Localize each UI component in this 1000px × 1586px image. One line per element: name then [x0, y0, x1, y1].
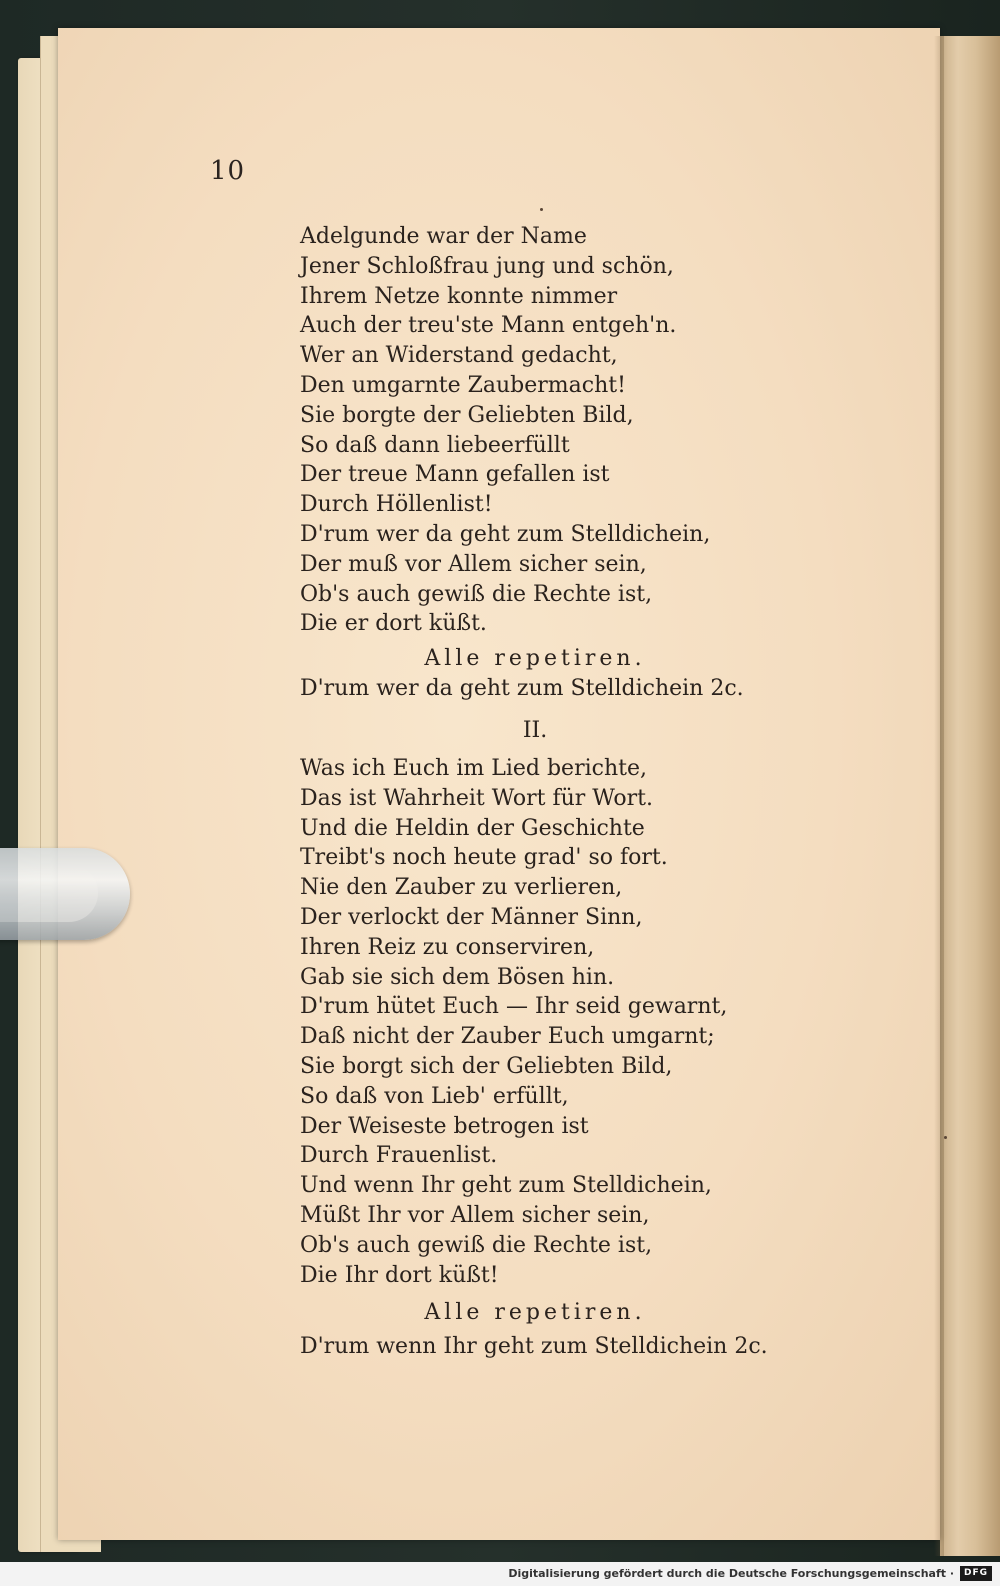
verse-line: Durch Frauenlist.	[300, 1143, 498, 1169]
verse-line: Der verlockt der Männer Sinn,	[300, 904, 643, 930]
verse-line: Die Ihr dort küßt!	[300, 1262, 499, 1288]
refrain-line-1: D'rum wer da geht zum Stelldichein 2c.	[300, 676, 744, 701]
refrain-line-2: D'rum wenn Ihr geht zum Stelldichein 2c.	[300, 1334, 768, 1359]
verse-line: So daß dann liebeerfüllt	[300, 432, 570, 458]
stanza-1	[300, 222, 710, 639]
verse-line: Und die Heldin der Geschichte	[300, 815, 645, 841]
right-page-stack	[940, 36, 1000, 1556]
verse-line: Nie den Zauber zu verlieren,	[300, 875, 623, 901]
ink-speck	[944, 1136, 947, 1139]
verse-line: Adelgunde war der Name	[300, 224, 587, 249]
verse-line: Auch der treu'ste Mann entgeh'n.	[300, 313, 677, 339]
verse-line: Die er dort küßt.	[300, 611, 487, 637]
verse-line: Gab sie sich dem Bösen hin.	[300, 964, 615, 990]
verse-line: Ihren Reiz zu conserviren,	[300, 934, 595, 960]
digitization-credit: Digitalisierung gefördert durch die Deutsche Forschungsgemeinschaft ·	[508, 1567, 954, 1580]
gutter-shadow	[934, 36, 944, 1556]
page-number: 10	[210, 156, 246, 186]
page-clip	[0, 848, 130, 940]
verse-line: D'rum hütet Euch — Ihr seid gewarnt,	[300, 994, 728, 1020]
clip-highlight	[0, 864, 98, 922]
ink-speck	[540, 208, 543, 211]
stage-direction-2: Alle repetiren.	[424, 1300, 646, 1325]
stanza-2	[300, 754, 727, 1290]
verse-line: Der Weiseste betrogen ist	[300, 1113, 589, 1139]
verse-line: Ihrem Netze konnte nimmer	[300, 283, 618, 309]
verse-line: Wer an Widerstand gedacht,	[300, 343, 618, 369]
verse-line: Jener Schloßfrau jung und schön,	[300, 253, 674, 279]
stage-direction-1: Alle repetiren.	[424, 646, 646, 671]
verse-line: Das ist Wahrheit Wort für Wort.	[300, 785, 654, 811]
verse-line: Müßt Ihr vor Allem sicher sein,	[300, 1202, 650, 1228]
verse-line: Der treue Mann gefallen ist	[300, 462, 610, 488]
verse-line: Was ich Euch im Lied berichte,	[300, 756, 647, 781]
verse-line: Treibt's noch heute grad' so fort.	[300, 845, 668, 871]
verse-line: Sie borgte der Geliebten Bild,	[300, 402, 634, 428]
verse-line: Der muß vor Allem sicher sein,	[300, 551, 647, 577]
verse-line: Und wenn Ihr geht zum Stelldichein,	[300, 1173, 712, 1199]
verse-line: Ob's auch gewiß die Rechte ist,	[300, 1232, 653, 1258]
verse-line: Den umgarnte Zaubermacht!	[300, 372, 626, 398]
verse-line: Sie borgt sich der Geliebten Bild,	[300, 1053, 673, 1079]
section-numeral: II.	[522, 718, 548, 743]
verse-line: Daß nicht der Zauber Euch umgarnt;	[300, 1024, 715, 1050]
verse-line: D'rum wer da geht zum Stelldichein,	[300, 521, 711, 547]
verse-line: Durch Höllenlist!	[300, 492, 493, 518]
dfg-logo: DFG	[960, 1566, 992, 1581]
verse-line: Ob's auch gewiß die Rechte ist,	[300, 581, 653, 607]
verse-line: So daß von Lieb' erfüllt,	[300, 1083, 569, 1109]
